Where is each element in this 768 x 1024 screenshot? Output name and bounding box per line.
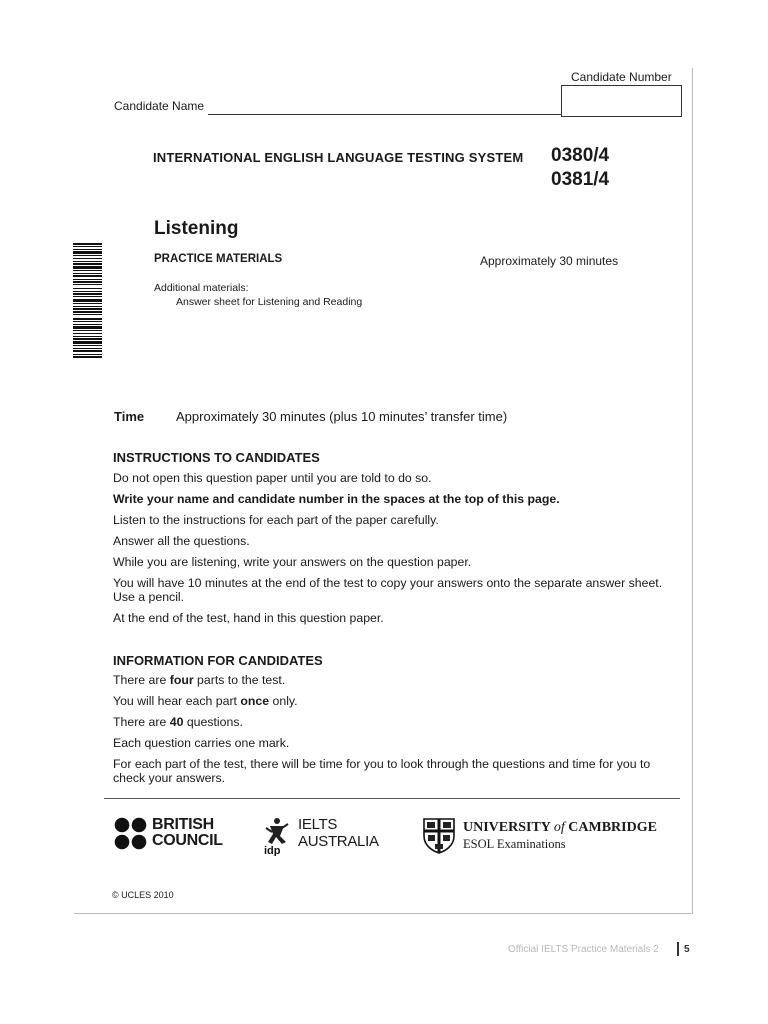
ielts-australia-wordmark: IELTS AUSTRALIA — [298, 816, 379, 850]
candidate-name-field[interactable] — [208, 114, 561, 115]
british-council-wordmark: BRITISH COUNCIL — [152, 816, 223, 849]
candidate-name-label: Candidate Name — [114, 99, 205, 113]
additional-materials-label: Additional materials: — [154, 282, 249, 294]
instruction-line: Listen to the instructions for each part of the paper carefully. — [113, 513, 439, 527]
ielts-australia-logo — [264, 816, 394, 856]
barcode-icon — [73, 243, 102, 358]
time-value: Approximately 30 minutes (plus 10 minutes’ transfer time) — [176, 409, 508, 424]
sheet-border-right — [692, 68, 693, 914]
page-footer-source: Official IELTS Practice Materials 2 — [508, 944, 659, 955]
system-title: INTERNATIONAL ENGLISH LANGUAGE TESTING SYSTEM — [153, 150, 524, 165]
information-line: For each part of the test, there will be time for you to look through the questions and time for you to check your answers. — [113, 757, 651, 785]
british-council-logo — [114, 817, 234, 851]
instructions-heading: INSTRUCTIONS TO CANDIDATES — [113, 450, 320, 465]
idp-figure-icon — [264, 816, 300, 856]
british-council-dots-icon — [114, 817, 148, 851]
copyright-notice: © UCLES 2010 — [112, 890, 174, 900]
instruction-line: Answer all the questions. — [113, 534, 250, 548]
practice-materials-label: PRACTICE MATERIALS — [154, 253, 283, 265]
information-line: Each question carries one mark. — [113, 736, 290, 750]
instruction-line: Do not open this question paper until you are told to do so. — [113, 471, 432, 485]
instruction-line: While you are listening, write your answers on the question paper. — [113, 555, 472, 569]
esol-examinations-label: ESOL Examinations — [463, 837, 566, 851]
candidate-number-box[interactable] — [561, 85, 682, 117]
sheet-border-bottom — [74, 913, 693, 914]
information-line: There are four parts to the test. — [113, 673, 286, 687]
additional-materials-item: Answer sheet for Listening and Reading — [176, 296, 363, 308]
information-line: There are 40 questions. — [113, 715, 243, 729]
cambridge-shield-icon — [423, 818, 455, 854]
candidate-number-label: Candidate Number — [571, 70, 672, 84]
idp-mark: idp — [264, 845, 281, 856]
duration-note: Approximately 30 minutes — [480, 254, 619, 268]
instruction-line: Write your name and candidate number in the spaces at the top of this page. — [113, 492, 560, 506]
cambridge-wordmark: UNIVERSITY of CAMBRIDGE — [463, 820, 657, 835]
paper-title: Listening — [154, 218, 239, 239]
information-heading: INFORMATION FOR CANDIDATES — [113, 653, 323, 668]
time-label: Time — [114, 409, 145, 424]
instruction-line: You will have 10 minutes at the end of the test to copy your answers onto the separate answer sheet. Use a pencil. — [113, 576, 663, 604]
paper-code-primary: 0380/4 — [551, 145, 610, 166]
paper-code-secondary: 0381/4 — [551, 169, 610, 190]
cambridge-esol-logo — [423, 818, 673, 856]
page-number: 5 — [684, 944, 690, 955]
footer-divider — [104, 798, 680, 799]
footer-separator — [677, 942, 679, 956]
information-line: You will hear each part once only. — [113, 694, 298, 708]
instruction-line: At the end of the test, hand in this question paper. — [113, 611, 384, 625]
